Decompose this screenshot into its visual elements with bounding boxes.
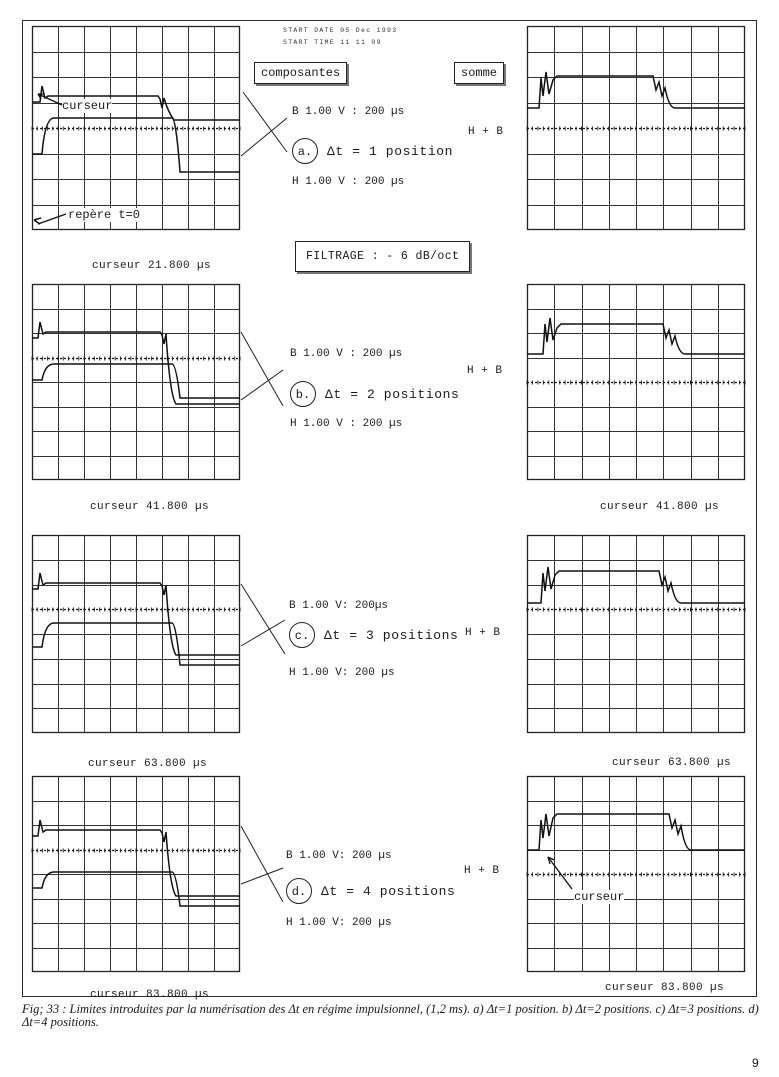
delta-b: Δt = 2 positions [325,387,460,402]
figure-caption: Fig; 33 : Limites introduites par la numérisation des Δt en régime impulsionnel, (1,2 ms). a) Δt=1 position. b) Δt=2 positions. c) Δt=3 positions. d) Δt=4 positions. [22,1002,759,1029]
cursor-right-d: curseur 83.800 µs [605,982,725,994]
cursor-left-d: curseur 83.800 µs [90,989,210,1001]
row-letter-b: b. [290,381,316,407]
cursor-right-b: curseur 41.800 µs [600,501,720,513]
row-letter-a: a. [292,138,318,164]
b-scale-b: B 1.00 V : 200 µs [290,348,403,360]
repere-annotation: repère t=0 [68,208,141,222]
curseur-annotation: curseur [62,99,113,113]
cursor-right-c: curseur 63.800 µs [612,757,732,769]
page-number: 9 [752,1056,759,1070]
curseur-annotation-right: curseur [574,890,625,904]
annotation-arrow-right [540,845,590,895]
scope-left-b [32,284,240,480]
scope-right-a [527,26,745,230]
hb-label-b: H + B [467,365,503,377]
h-scale-c: H 1.00 V: 200 µs [289,667,395,679]
scope-right-c [527,535,745,733]
delta-c: Δt = 3 positions [324,628,459,643]
delta-d: Δt = 4 positions [321,884,456,899]
start-date: START DATE 05 Dec 1993 [283,27,398,34]
row-letter-d: d. [286,878,312,904]
scope-left-d [32,776,240,972]
h-scale-b: H 1.00 V : 200 µs [290,418,403,430]
somme-label: somme [454,62,504,84]
cursor-left-b: curseur 41.800 µs [90,501,210,513]
h-scale-a: H 1.00 V : 200 µs [292,176,405,188]
cursor-left-c: curseur 63.800 µs [88,758,208,770]
delta-a: Δt = 1 position [327,144,454,159]
leader-lines [235,26,295,986]
h-scale-d: H 1.00 V: 200 µs [286,917,392,929]
hb-label-d: H + B [464,865,500,877]
b-scale-a: B 1.00 V : 200 µs [292,106,405,118]
scope-right-b [527,284,745,480]
annotation-arrows [30,90,80,230]
start-time: START TIME 11 11 09 [283,39,382,46]
row-letter-c: c. [289,622,315,648]
b-scale-c: B 1.00 V: 200µs [289,600,389,612]
hb-label-a: H + B [468,126,504,138]
hb-label-c: H + B [465,627,501,639]
filtrage-label: FILTRAGE : - 6 dB/oct [295,241,470,272]
composantes-label: composantes [254,62,347,84]
cursor-left-a: curseur 21.800 µs [92,260,212,272]
scope-left-c [32,535,240,733]
b-scale-d: B 1.00 V: 200 µs [286,850,392,862]
